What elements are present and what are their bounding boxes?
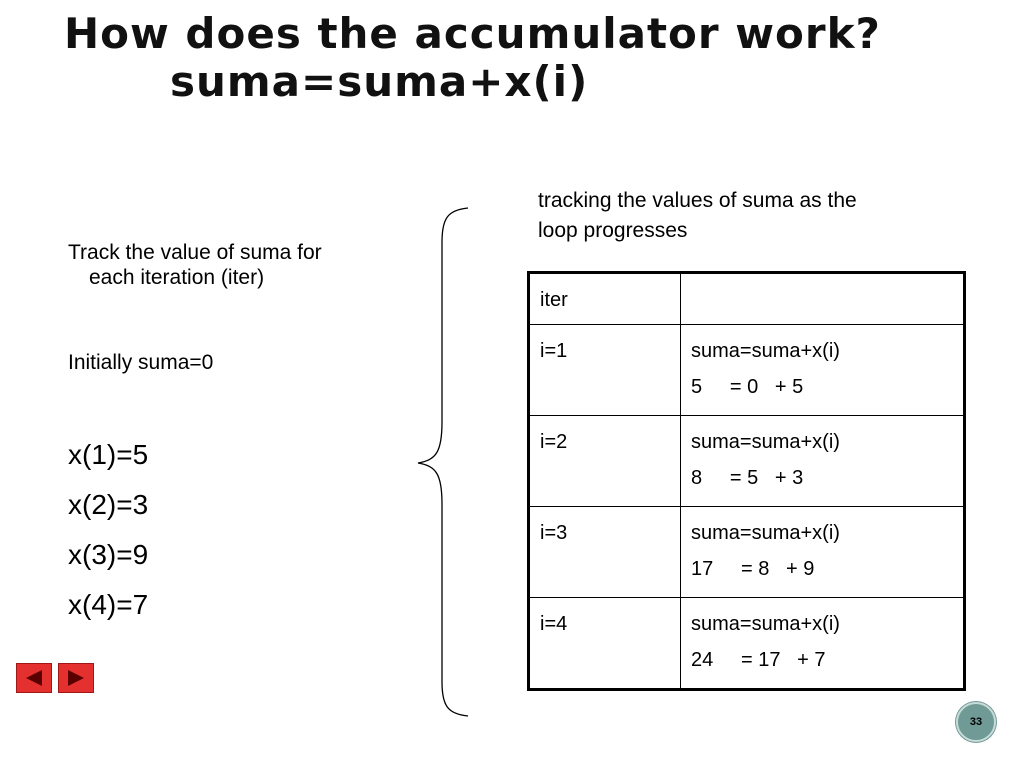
accumulator-table <box>527 271 966 691</box>
header-iter-cell: iter <box>529 273 681 325</box>
table-row <box>529 597 965 689</box>
left-column <box>68 240 398 620</box>
header-empty-cell <box>681 273 965 325</box>
x-value-item: x(3)=9 <box>68 539 149 570</box>
formula-text: suma=suma+x(i) <box>691 521 840 544</box>
calc-text: 17 = 8 + 9 <box>691 557 815 580</box>
previous-slide-button[interactable] <box>16 663 52 693</box>
calc-text: 24 = 17 + 7 <box>691 648 826 671</box>
initial-value-text: Initially suma=0 <box>68 351 214 374</box>
table-row <box>529 415 965 506</box>
x-value-item: x(4)=7 <box>68 589 149 620</box>
x-values-list <box>68 430 148 630</box>
track-line-1: Track the value of suma for <box>68 241 322 264</box>
calc-cell <box>681 324 965 415</box>
page-number: 33 <box>969 716 983 728</box>
calc-text: 8 = 5 + 3 <box>691 466 804 489</box>
iter-cell: i=3 <box>529 506 681 597</box>
iter-cell: i=4 <box>529 597 681 689</box>
calc-cell <box>681 415 965 506</box>
formula-text: suma=suma+x(i) <box>691 430 840 453</box>
calc-text: 5 = 0 + 5 <box>691 375 804 398</box>
next-slide-button[interactable] <box>58 663 94 693</box>
formula-text: suma=suma+x(i) <box>691 339 840 362</box>
calc-cell <box>681 597 965 689</box>
table-caption: tracking the values of suma as the loop progresses <box>538 189 857 242</box>
x-value-item: x(2)=3 <box>68 489 149 520</box>
slide-title-formula: suma=suma+x(i) <box>170 57 589 106</box>
slide-title <box>64 10 884 106</box>
track-instruction <box>68 240 398 290</box>
x-value-item: x(1)=5 <box>68 439 149 470</box>
table-row <box>529 506 965 597</box>
table-header-row <box>529 273 965 325</box>
iter-cell: i=1 <box>529 324 681 415</box>
calc-cell <box>681 506 965 597</box>
slide-title-line1: How does the accumulator work? <box>64 9 881 58</box>
curly-brace <box>412 202 472 722</box>
left-triangle-icon <box>24 669 44 687</box>
iter-cell: i=2 <box>529 415 681 506</box>
table-row <box>529 324 965 415</box>
track-line-2: each iteration (iter) <box>89 266 265 289</box>
formula-text: suma=suma+x(i) <box>691 612 840 635</box>
right-triangle-icon <box>66 669 86 687</box>
page-number-badge <box>956 702 996 742</box>
